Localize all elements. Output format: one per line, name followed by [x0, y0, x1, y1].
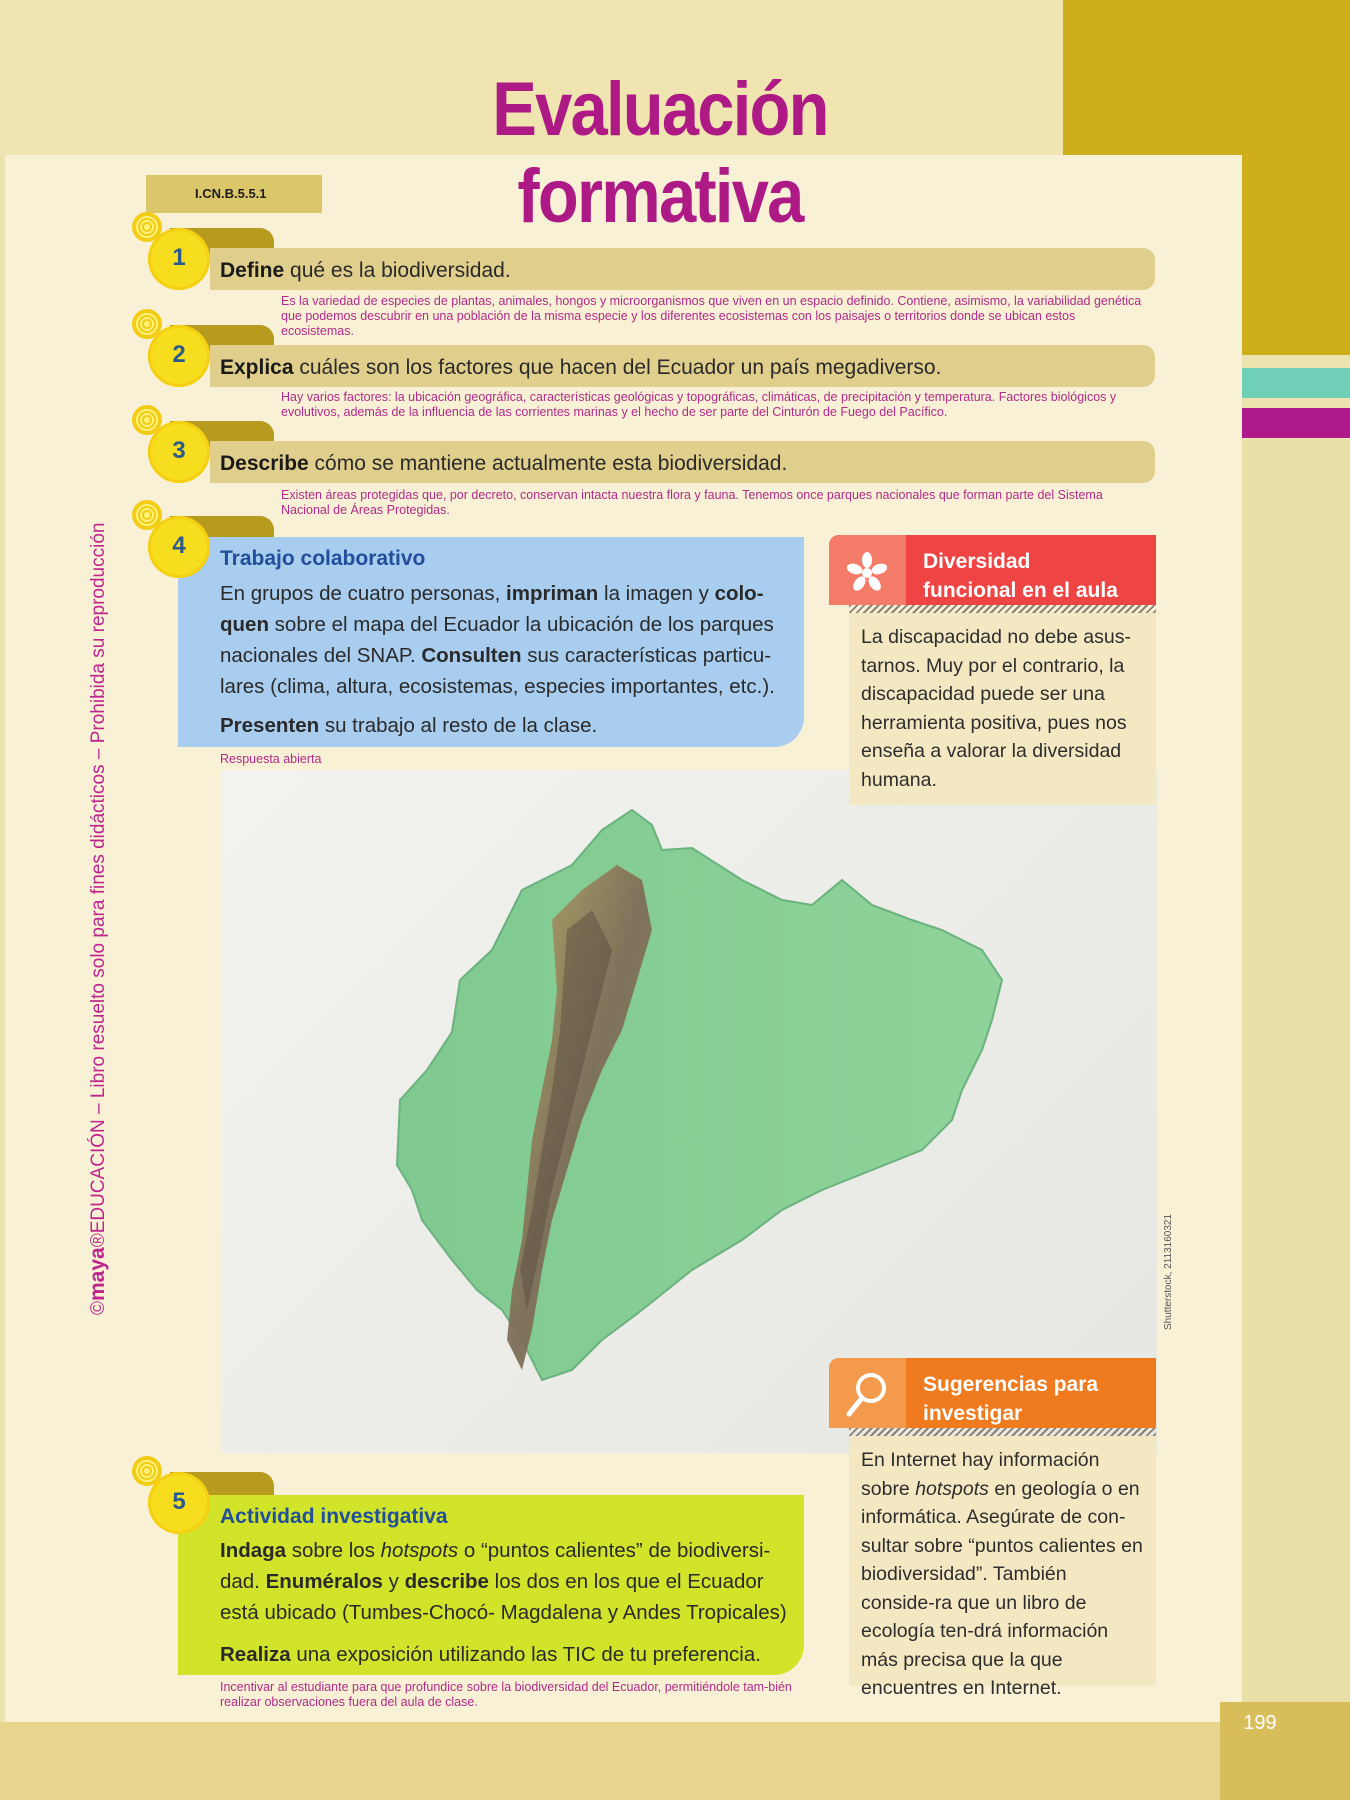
q3-number: 3 — [172, 437, 186, 464]
title-line: investigar — [923, 1402, 1023, 1425]
text-span: o “puntos calientes” de biodiversi-dad. — [220, 1539, 771, 1593]
q1-verb: Define — [220, 259, 285, 282]
text-span: la imagen y — [598, 582, 715, 605]
text-bold: Presenten — [220, 714, 320, 737]
text-span: En Internet hay información sobre — [861, 1449, 1100, 1500]
hatch-divider — [849, 1428, 1156, 1436]
text-bold: impriman — [506, 582, 599, 605]
magnifier-icon-graphic — [829, 1358, 906, 1428]
text-span: los dos en los que el Ecuador está ubicado (Tumbes-Chocó- Magdalena y Andes Tropicales) — [220, 1570, 787, 1624]
research-activity-title: Actividad investigativa — [220, 1505, 448, 1528]
q4-answer: Respuesta abierta — [220, 752, 322, 766]
text-bold: Realiza — [220, 1643, 291, 1666]
q1-answer: Es la variedad de especies de plantas, animales, hongos y microorganismos que viven en un espacio definido. Contiene, asimismo, la variabilidad genética que podemos descubrir en una población de la misma especie y los diferentes ecosistemas con los paisajes o territorios donde se ubican estos ecosistemas. — [281, 294, 1142, 338]
diversity-box-body: La discapacidad no debe asus-tarnos. Muy por el contrario, la discapacidad puede ser una herramienta positiva, pues nos enseña a valorar la diversidad humana. — [849, 613, 1156, 805]
hatch-divider — [849, 605, 1156, 613]
diversity-box-title — [923, 547, 1118, 605]
q5-number: 5 — [172, 1488, 186, 1515]
flower-icon — [829, 535, 906, 605]
ecuador-relief-map — [222, 770, 1157, 1453]
text-span: sus características particu-lares (clima, altura, ecosistemas, especies importantes, etc.). — [220, 644, 775, 698]
text-span: sobre los — [286, 1539, 381, 1562]
text-bold: describe — [404, 1570, 489, 1593]
q2-prompt — [220, 356, 941, 380]
teal-tab — [1240, 368, 1350, 398]
text-span: En grupos de cuatro personas, — [220, 582, 507, 605]
text-italic: hotspots — [380, 1539, 459, 1562]
flower-icon-graphic — [829, 535, 906, 605]
copyright-symbol: © — [88, 1301, 109, 1315]
q3-answer: Existen áreas protegidas que, por decreto, conservan intacta nuestra flora y fauna. Tenemos once parques nacionales que forman parte del Sistema Nacional de Áreas Protegidas. — [281, 488, 1103, 517]
research-tips-header — [829, 1358, 1156, 1428]
title-line: Diversidad — [923, 550, 1031, 573]
text-span: su trabajo al resto de la clase. — [319, 714, 598, 737]
q5-number-badge — [148, 1472, 210, 1534]
research-tips-body — [849, 1436, 1156, 1699]
text-span: una exposición utilizando las TIC de tu preferencia. — [290, 1643, 761, 1666]
collaborative-work-instructions — [220, 578, 800, 702]
q3-verb: Describe — [220, 452, 309, 475]
text-bold: Consulten — [421, 644, 522, 667]
title-line: Sugerencias para — [923, 1373, 1099, 1396]
q2-answer: Hay varios factores: la ubicación geográfica, características geológicas y topográficas, climáticas, de precipitación y temperatura. Factores biológicos y evolutivos, además de la influencia de las corrientes marinas y el hecho de ser parte del Cinturón de Fuego del Pacífico. — [281, 390, 1117, 419]
q3-number-badge — [148, 421, 210, 483]
q3-rest: cómo se mantiene actualmente esta biodiversidad. — [308, 452, 788, 475]
copyright-text: ®EDUCACIÓN – Libro resuelto solo para fines didácticos – Prohibida su reproducción — [88, 522, 109, 1248]
vertical-copyright — [86, 523, 110, 1315]
text-bold: Indaga — [220, 1539, 287, 1562]
text-bold: Enuméralos — [265, 1570, 383, 1593]
text-italic: hotspots — [915, 1477, 989, 1500]
title-line: funcional en el aula — [923, 579, 1118, 602]
bottom-band — [0, 1722, 1350, 1800]
page-number: 199 — [1243, 1712, 1277, 1734]
q2-number-badge — [148, 325, 210, 387]
magenta-tab — [1240, 408, 1350, 438]
research-activity-instructions — [220, 1535, 800, 1628]
indicator-code: I.CN.B.5.5.1 — [146, 175, 322, 213]
q4-number: 4 — [172, 532, 186, 559]
q2-number: 2 — [172, 341, 186, 368]
page-title: Evaluación formativa — [492, 67, 828, 239]
q2-verb: Explica — [220, 356, 294, 379]
collaborative-work-title: Trabajo colaborativo — [220, 547, 426, 570]
q1-prompt — [220, 259, 511, 283]
q3-prompt — [220, 452, 787, 476]
magnifier-icon — [829, 1358, 906, 1428]
right-strip — [1240, 440, 1350, 1800]
q4-number-badge — [148, 516, 210, 578]
text-bold: colo-quen — [220, 582, 764, 636]
q1-number-badge — [148, 228, 210, 290]
q1-rest: qué es la biodiversidad. — [284, 259, 511, 282]
q2-rest: cuáles son los factores que hacen del Ecuador un país megadiverso. — [293, 356, 942, 379]
photo-credit: Shutterstock, 2113160321 — [1163, 1213, 1174, 1330]
diversity-box-header — [829, 535, 1156, 605]
text-span: sobre el mapa del Ecuador la ubicación de los parques nacionales del SNAP. — [220, 613, 774, 667]
brand-logo: maya — [86, 1247, 109, 1301]
research-activity-present — [220, 1643, 761, 1667]
research-tips-title — [923, 1370, 1098, 1428]
q1-number: 1 — [172, 244, 186, 271]
text-span: y — [382, 1570, 405, 1593]
text-span: en geología o en informática. Asegúrate de con-sultar sobre “puntos calientes en biodiversidad”. También conside-ra que un libro de ecología ten-drá información más precisa que la que encuentres en Internet. — [861, 1477, 1143, 1699]
ecuador-map-graphic — [222, 770, 1157, 1453]
collaborative-work-present — [220, 714, 597, 738]
q5-answer: Incentivar al estudiante para que profundice sobre la biodiversidad del Ecuador, permitiéndole tam-bién realizar observaciones fuera del aula de clase. — [220, 1680, 792, 1709]
